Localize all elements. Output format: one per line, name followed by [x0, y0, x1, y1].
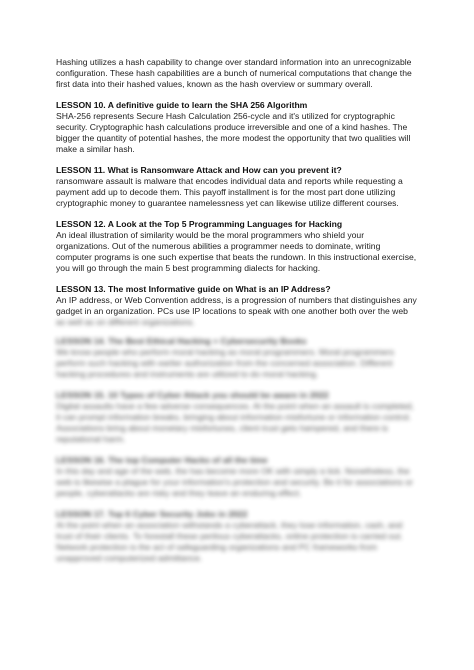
lesson-11-section: [56, 165, 418, 209]
intro-paragraph: Hashing utilizes a hash capability to change over standard information into an unrecognizable configuration. These hash capabilities are a bunch of numerical computations that change the first data into their hashed values, known as the hash overview or summary overall.: [56, 57, 412, 89]
lesson-12-heading: LESSON 12. A Look at the Top 5 Programming Languages for Hacking: [56, 219, 343, 229]
lesson-14-section: [56, 336, 418, 380]
lesson-10-section: [56, 100, 418, 155]
blurred-preview-region: [56, 336, 418, 564]
lesson-10-body: SHA-256 represents Secure Hash Calculation 256-cycle and it's utilized for cryptographic security. Cryptographic hash calculations produce irreversible and one of a kind hashes. The bigger the quantity of potential hashes, the more modest the opportunity that two qualities will make a similar hash.: [56, 111, 411, 154]
lesson-12-section: [56, 219, 418, 274]
lesson-14-body: We know people who perform moral hacking as moral programmers. Moral programmers perform such hacking with earlier authorization from the concerned association. Different hacking procedures and instruments are utilized to do moral hacking.: [56, 347, 394, 379]
lesson-17-section: [56, 509, 418, 564]
lesson-14-heading: LESSON 14. The Best Ethical Hacking + Cybersecurity Books: [56, 336, 307, 346]
lesson-13-section: [56, 284, 418, 328]
lesson-15-body: Digital assaults have a few adverse consequences. At the point when an assault is completed, it can prompt information breaks, bringing about information misfortune or information control. Associations bring about monetary misfortunes, client trust gets hampered, and there is reputational harm.: [56, 401, 414, 444]
lesson-16-heading: LESSON 16. The top Computer Hacks of all the time: [56, 455, 268, 465]
lesson-13-body-blurred-tail: as well as on different organizations.: [56, 317, 195, 327]
lesson-13-body: An IP address, or Web Convention address, is a progression of numbers that distinguishes any gadget in an organization. PCs use IP locations to speak with one another both over the web: [56, 295, 417, 316]
lesson-16-section: [56, 455, 418, 499]
lesson-12-body: An ideal illustration of similarity would be the moral programmers who shield your organizations. Out of the numerous abilities a programmer needs to dominate, writing computer programs is one such expertise that beats the rundown. In this instructional exercise, you will go through the main 5 best programming dialects for hacking.: [56, 230, 417, 273]
lesson-17-body: At the point when an association withstands a cyberattack, they lose information, cash, and trust of their clients. To forestall these perilous cyberattacks, online protection is carried out. Network protection is the act of safeguarding organizations and PC frameworks from unapproved computerized admittance.: [56, 520, 403, 563]
lesson-16-body: In this day and age of the web, the has become more OK with simply a tick. Nonetheless, the web is likewise a plague for your information's protection and security. Be it for associations or people, cyberattacks are risky and they leave an enduring effect.: [56, 466, 413, 498]
lesson-15-section: [56, 390, 418, 445]
lesson-10-heading: LESSON 10. A definitive guide to learn the SHA 256 Algorithm: [56, 100, 308, 110]
lesson-11-body: ransomware assault is malware that encodes individual data and reports while requesting a payment add up to decode them. This payoff installment is for the most part done utilizing cryptographic money to guarantee namelessness yet can likewise utilize different courses.: [56, 176, 403, 208]
lesson-17-heading: LESSON 17. Top 6 Cyber Security Jobs in 2022: [56, 509, 248, 519]
lesson-15-heading: LESSON 15. 10 Types of Cyber Attack you should be aware in 2022: [56, 390, 329, 400]
lesson-11-heading: LESSON 11. What is Ransomware Attack and How can you prevent it?: [56, 165, 342, 175]
lesson-13-heading: LESSON 13. The most Informative guide on What is an IP Address?: [56, 284, 331, 294]
